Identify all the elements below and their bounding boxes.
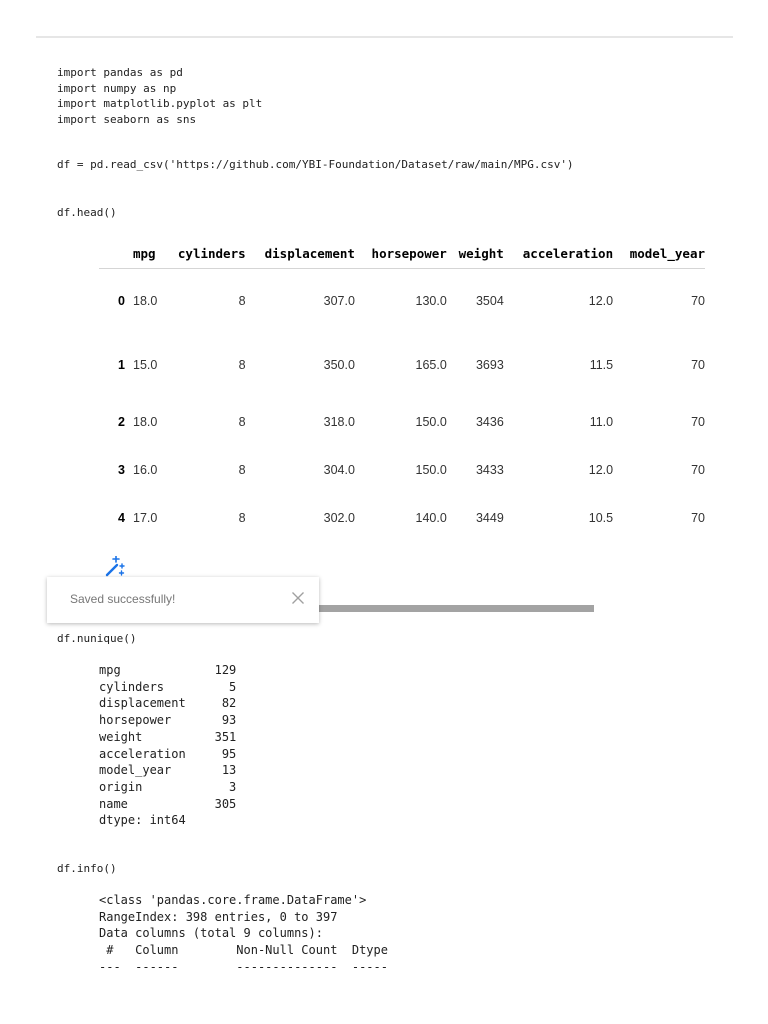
table-cell: 8 <box>238 293 246 308</box>
code-cell-imports[interactable]: import pandas as pd import numpy as np import matplotlib.pyplot as plt import seaborn as sns <box>57 66 263 126</box>
nunique-output: mpg 129 cylinders 5 displacement 82 horsepower 93 weight 351 acceleration 95 model_year 13 origin 3 name 305 dtype: int64 <box>99 663 237 828</box>
row-index: 2 <box>118 415 125 429</box>
table-cell: 12.0 <box>588 293 614 308</box>
code-cell-info[interactable]: df.info() <box>57 862 117 875</box>
column-header: model_year <box>613 238 705 269</box>
table-cell: 70 <box>691 293 705 308</box>
table-cell: 130.0 <box>415 293 447 308</box>
table-cell: 70 <box>691 511 705 525</box>
row-index: 3 <box>118 463 125 477</box>
column-header: acceleration <box>504 238 613 269</box>
table-cell: 318.0 <box>323 415 355 429</box>
save-toast <box>47 577 319 623</box>
table-cell: 3436 <box>475 415 504 429</box>
table-cell: 302.0 <box>323 511 355 525</box>
table-cell: 8 <box>238 463 246 477</box>
row-index: 1 <box>118 358 125 372</box>
table-cell: 12.0 <box>588 463 614 477</box>
horizontal-scrollbar[interactable] <box>318 605 594 612</box>
table-cell: 10.5 <box>588 511 614 525</box>
table-cell: 70 <box>691 415 705 429</box>
table-cell: 15.0 <box>133 358 158 372</box>
table-cell: 18.0 <box>133 293 158 308</box>
index-header <box>99 238 125 269</box>
magic-wand-icon[interactable] <box>104 556 126 578</box>
column-header: mpg <box>125 238 162 269</box>
table-row <box>99 332 705 398</box>
table-cell: 307.0 <box>323 293 355 308</box>
row-index: 4 <box>118 511 125 525</box>
table-header-row <box>99 238 705 269</box>
top-divider <box>36 36 733 38</box>
code-cell-nunique[interactable]: df.nunique() <box>57 632 137 645</box>
column-header: cylinders <box>162 238 245 269</box>
table-cell: 8 <box>238 511 246 525</box>
table-cell: 3433 <box>475 463 504 477</box>
column-header: weight <box>447 238 504 269</box>
table-cell: 18.0 <box>133 415 158 429</box>
table-cell: 150.0 <box>415 415 447 429</box>
table-cell: 11.5 <box>589 358 614 372</box>
magic-wand-icon-graphic <box>104 556 126 578</box>
table-cell: 3693 <box>475 358 504 372</box>
table-row <box>99 398 705 446</box>
code-cell-head[interactable]: df.head() <box>57 206 117 219</box>
table-row <box>99 269 705 333</box>
table-cell: 3504 <box>475 293 504 308</box>
column-header: displacement <box>246 238 355 269</box>
table-cell: 8 <box>238 358 246 372</box>
info-output: <class 'pandas.core.frame.DataFrame'> RangeIndex: 398 entries, 0 to 397 Data columns (total 9 columns): # Column Non-Null Count Dtype --- ------ -------------- ----- <box>99 893 388 974</box>
code-cell-read-csv[interactable]: df = pd.read_csv('https://github.com/YBI-Foundation/Dataset/raw/main/MPG.csv') <box>57 158 574 171</box>
table-row <box>99 494 705 542</box>
table-cell: 350.0 <box>323 358 355 372</box>
table-row <box>99 446 705 494</box>
table-cell: 304.0 <box>323 463 355 477</box>
close-icon-graphic <box>291 591 305 605</box>
table-cell: 8 <box>238 415 246 429</box>
table-cell: 17.0 <box>133 511 158 525</box>
toast-message: Saved successfully! <box>70 592 176 606</box>
column-header: horsepower <box>355 238 447 269</box>
head-output-table <box>99 238 705 542</box>
table-cell: 165.0 <box>415 358 447 372</box>
table-cell: 150.0 <box>415 463 447 477</box>
table-cell: 70 <box>691 463 705 477</box>
table-cell: 70 <box>691 358 705 372</box>
table-cell: 140.0 <box>415 511 447 525</box>
table-cell: 3449 <box>475 511 504 525</box>
table-cell: 16.0 <box>133 463 158 477</box>
table-cell: 11.0 <box>589 415 614 429</box>
close-icon[interactable] <box>291 591 305 605</box>
row-index: 0 <box>118 293 125 308</box>
